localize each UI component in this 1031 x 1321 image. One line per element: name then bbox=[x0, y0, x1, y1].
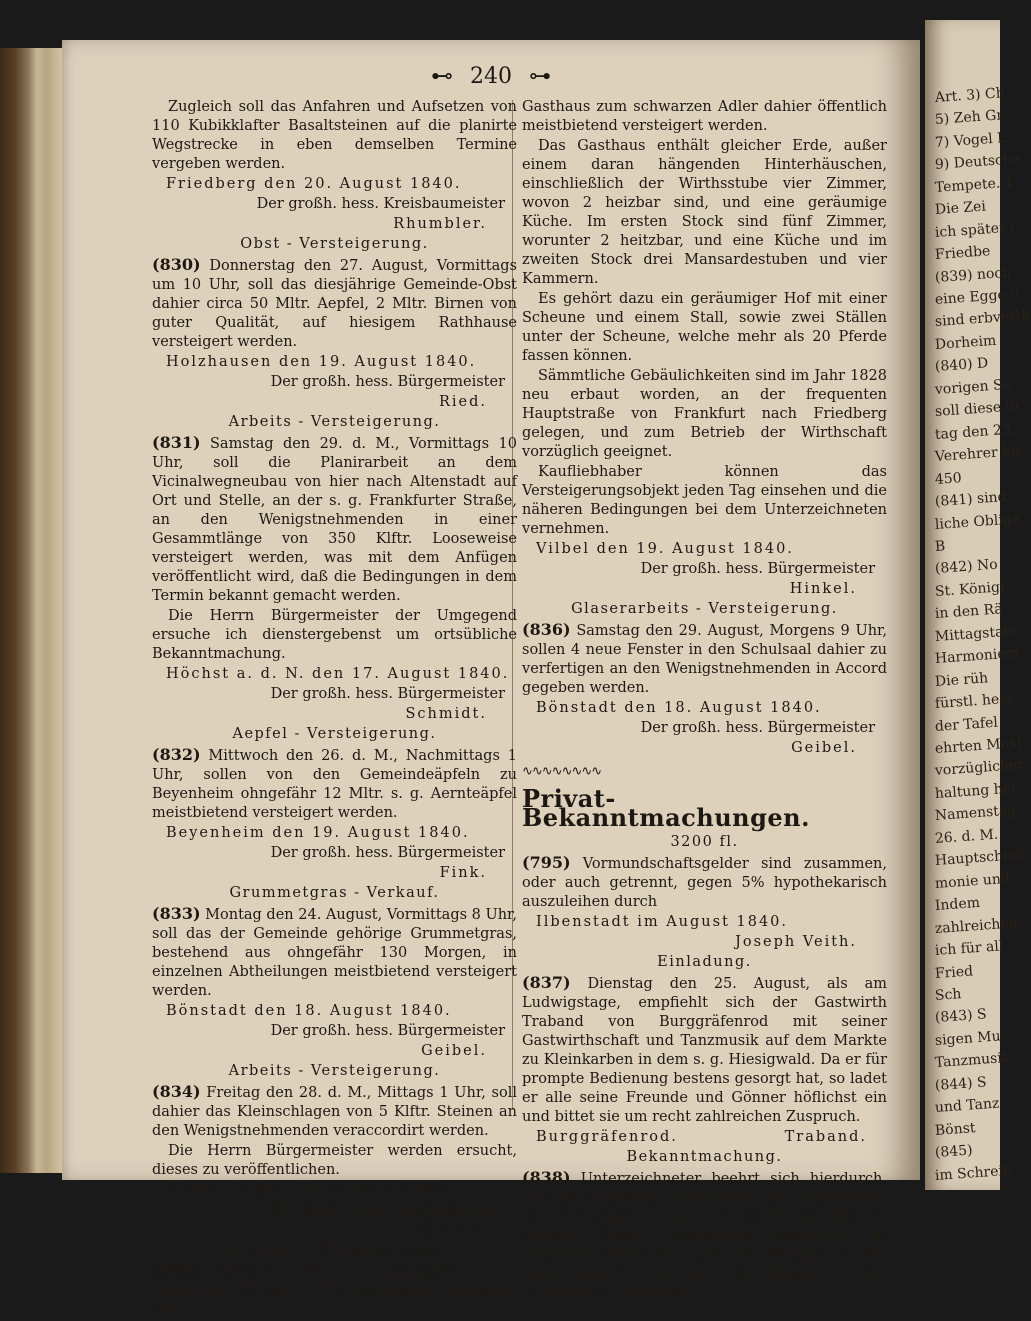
notice-amount: 3200 fl. bbox=[670, 834, 739, 850]
notice-number: (795) bbox=[522, 853, 571, 872]
next-page-text-fragment: Harmoniem bbox=[934, 645, 1020, 668]
notice-830 bbox=[152, 255, 517, 352]
notice-838 bbox=[522, 1168, 887, 1303]
notice-text: Samstag den 29. d. M., Vormittags 10 Uhr, soll die Planirarbeit an dem Vicinalwegneubau von hier nach Altenstadt auf Ort und Stelle, an der s. g. Frankfurter Straße, an den Wenigstnehmenden in einer Gesammtlänge von 350 Klftr. Looseweise versteigert werden, was mit dem Anfügen veröffentlicht wird, daß die Bedingungen in dem Termin bekannt gemacht werden. bbox=[152, 436, 517, 604]
notice-signatory-name: Ried. bbox=[438, 394, 487, 410]
next-page-text-fragment: Verehrer hie bbox=[934, 442, 1025, 466]
notice-signatory-title: Der großh. hess. Kreisbaumeister bbox=[256, 196, 505, 212]
notice-signatory-name: Traband. bbox=[784, 1129, 867, 1145]
next-page-text-fragment: haltung her bbox=[934, 780, 1019, 802]
next-page-edge bbox=[925, 20, 1031, 1190]
notice-832 bbox=[152, 745, 517, 823]
notice-text: Dienstag den 15. September l. J., Vormittags 10 Uhr, soll auf hiesigem Rathhaus das bbox=[152, 1264, 517, 1318]
notice-place-date: Vilbel den 19. August 1840. bbox=[536, 541, 794, 557]
notice-signatory-name: Hinkel. bbox=[789, 581, 857, 597]
next-page-text-fragment: Die rüh bbox=[934, 669, 989, 690]
notice-number: (830) bbox=[152, 255, 201, 274]
notice-signatory-name: Rhumbler. bbox=[393, 216, 487, 232]
notice-831 bbox=[152, 433, 517, 606]
notice-number: (835) bbox=[152, 1261, 201, 1280]
next-page-text-fragment: B bbox=[934, 538, 946, 555]
next-page-text-fragment: Friedbe bbox=[934, 243, 991, 264]
notice-835 bbox=[152, 1261, 517, 1320]
next-page-text-fragment: 26. d. M. bbox=[934, 826, 999, 847]
notice-number: (833) bbox=[152, 904, 201, 923]
next-page-text-fragment: (841) sind bbox=[934, 489, 1008, 511]
next-page-text-fragment: sigen Mu bbox=[934, 1028, 1002, 1049]
notice-footer bbox=[522, 1128, 887, 1147]
notice-signatory-name: Joseph Veith. bbox=[735, 934, 857, 950]
next-page-text-fragment: ehrten Musi bbox=[934, 735, 1022, 757]
next-page-text-fragment: St. Königl. bbox=[934, 578, 1010, 600]
notice-place-date: Ilbenstadt im August 1840. bbox=[536, 914, 789, 930]
notice-place-date: Bönstadt den 18. August 1840. bbox=[536, 700, 822, 716]
next-page-text-fragment: tag den 23. bbox=[934, 421, 1016, 443]
notice-heading: Einladung. bbox=[657, 954, 752, 970]
notice-heading: Arbeits - Versteigerung. bbox=[228, 414, 441, 430]
next-page-text-fragment: und Tanz bbox=[934, 1095, 1000, 1117]
next-page-text-fragment: 7) Vogel L bbox=[934, 129, 1007, 151]
notice-place-date: Bönstadt den 18. August 1840. bbox=[166, 1003, 452, 1019]
next-page-text-fragment: vorigen So bbox=[934, 376, 1012, 398]
next-page-text-fragment: (844) S bbox=[934, 1074, 988, 1094]
section-title: Privat-Bekanntmachungen. bbox=[522, 784, 810, 832]
next-page-text-fragment: soll diese in bbox=[934, 398, 1020, 421]
next-page-text-fragment: Namenstag bbox=[934, 802, 1017, 825]
next-page-text-fragment: 5) Zeh Gr bbox=[934, 107, 1004, 129]
next-page-text-fragment: Indem bbox=[934, 895, 981, 915]
page-header bbox=[62, 64, 920, 89]
notice-text: Die Herrn Bürgermeister der Umgegend ersuche ich dienstergebenst um ortsübliche Bekanntmachung. bbox=[152, 608, 517, 662]
notice-number: (832) bbox=[152, 745, 201, 764]
notice-text: Kaufliebhaber können das Versteigerungsobjekt jeden Tag einsehen und die näheren Bedingungen bei dem Unterzeichneten vernehmen. bbox=[522, 464, 887, 537]
next-page-text-fragment: Fried bbox=[934, 962, 974, 982]
notice-text: Mittwoch den 26. d. M., Nachmittags 1 Uhr, sollen von den Gemeindeäpfeln zu Beyenheim ohngefähr 12 Mltr. s. g. Aernteäpfel meistbietend versteigert werden. bbox=[152, 748, 517, 821]
notice-signatory-title: Der großh. hess. Bürgermeister bbox=[270, 374, 505, 390]
notice-number: (831) bbox=[152, 433, 201, 452]
notice-signatory-title: Der großh. hess. Bürgermeister bbox=[270, 686, 505, 702]
next-page-text-fragment: eine Egge n bbox=[934, 286, 1020, 309]
book-page bbox=[62, 40, 920, 1318]
next-page-text-fragment: Die Zei bbox=[934, 198, 987, 219]
notice-833 bbox=[152, 904, 517, 1001]
book-edge bbox=[0, 48, 62, 1173]
notice-number: (834) bbox=[152, 1082, 201, 1101]
notice-text: Freitag den 28. d. M., Mittags 1 Uhr, soll dahier das Kleinschlagen von 5 Klftr. Steinen an den Wenigstnehmenden veraccordirt werden. bbox=[152, 1085, 517, 1139]
notice-834 bbox=[152, 1082, 517, 1141]
next-page-text-fragment: fürstl. hess. bbox=[934, 690, 1019, 713]
page-number-ornament-left: ⊷ bbox=[431, 64, 453, 89]
notice-heading: Obst - Versteigerung. bbox=[240, 236, 429, 252]
notice-place: Burggräfenrod. bbox=[536, 1129, 678, 1145]
next-page-text-fragment: zahlreichen bbox=[934, 914, 1019, 937]
next-page-text-fragment: liche Obliga bbox=[934, 510, 1021, 533]
next-page-text-fragment: monie und bbox=[934, 870, 1011, 892]
notice-text: Die Herrn Bürgermeister werden ersucht, dieses zu veröffentlichen. bbox=[152, 1143, 517, 1178]
page-number: 240 bbox=[470, 64, 512, 89]
next-page-text-fragment: Sch bbox=[934, 986, 962, 1004]
notice-heading: Arbeits - Versteigerung. bbox=[228, 1063, 441, 1079]
next-page-text-fragment: Dorheim bbox=[934, 332, 997, 353]
notice-signatory-title: Der großh. hess. Bürgermeister bbox=[640, 720, 875, 736]
next-page-text-fragment: 450 bbox=[934, 469, 963, 488]
next-page-text-fragment: vorzüglicher bbox=[934, 757, 1025, 780]
notice-number: (837) bbox=[522, 973, 571, 992]
notice-signatory-title: Der großh. hess. Bürgermeister bbox=[270, 1202, 505, 1218]
notice-text: Sämmtliche Gebäulichkeiten sind im Jahr 1828 neu erbaut worden, an der frequenten Hauptstraße von Frankfurt nach Friedberg gelegen, und zum Betrieb der Wirthschaft vorzüglich geeignet. bbox=[522, 368, 887, 460]
next-page-text-fragment: Mittagstafe bbox=[934, 623, 1018, 645]
notice-text: Montag den 24. August, Vormittags 8 Uhr, soll das der Gemeinde gehörige Grummetgras, bestehend aus ohngefähr 130 Morgen, in einzelnen Abtheilungen meistbietend versteigert werden. bbox=[152, 907, 517, 999]
notice-836 bbox=[522, 620, 887, 698]
next-page-text-fragment: (839) noch bbox=[934, 264, 1012, 286]
next-page-text-fragment: (843) S bbox=[934, 1006, 988, 1027]
notice-text: Dienstag den 25. August, als am Ludwigstage, empfiehlt sich der Gastwirth Traband von Burggräfenrod mit seiner Gastwirthschaft und Tanzmusik auf dem Markte zu Kleinkarben in dem s. g. Hiesigwald. Da er für prompte Bedienung bestens gesorgt hat, so ladet er alle seine Freunde und Gönner höflichst ein und bittet sie um recht zahlreichen Zuspruch. bbox=[522, 976, 887, 1125]
notice-signatory-name: Schmidt. bbox=[405, 706, 487, 722]
notice-place-date: Friedberg den 20. August 1840. bbox=[166, 176, 462, 192]
notice-place-date: Holzhausen den 19. August 1840. bbox=[166, 354, 477, 370]
notice-signatory-name: Geibel. bbox=[791, 740, 857, 756]
notice-heading: Glaserarbeits - Versteigerung. bbox=[571, 601, 838, 617]
notice-text: Unterzeichneter beehrt sich hierdurch, vorläufig ergebenst anzuzeigen, daß er gesonnen ist in hiesiger Stadt Unterricht im Tanzen, Fechten, Reiten, Schwimmen, Turnen ꝛc. zu ertheilen. Folgende Tänze verpflichtet er sich seine Schüler zu lehren: 1) Der Einzug in Paris. 2) Walzer auf zweierlei bbox=[522, 1171, 887, 1301]
notice-text: Es gehört dazu ein geräumiger Hof mit einer Scheune und einem Stall, sowie zwei Ställen unter der Scheune, welche mehr als 20 Pferde fassen können. bbox=[522, 291, 887, 364]
notice-number: (836) bbox=[522, 620, 571, 639]
next-page-text-fragment: 9) Deutsche bbox=[934, 151, 1021, 174]
page-number-ornament-right: ⊶ bbox=[529, 64, 551, 89]
next-page-text-fragment: (845) bbox=[934, 1142, 974, 1162]
notice-text: Vormundschaftsgelder sind zusammen, oder auch getrennt, gegen 5% hypothekarisch auszuleihen durch bbox=[522, 856, 888, 910]
notice-signatory-name: Geibel. bbox=[421, 1043, 487, 1059]
left-column bbox=[152, 98, 517, 1321]
notice-837 bbox=[522, 973, 887, 1127]
notice-heading: Aepfel - Versteigerung. bbox=[232, 726, 437, 742]
notice-text: Das Gasthaus enthält gleicher Erde, außer einem daran hängenden Hinterhäuschen, einschließlich der Wirthsstube vier Zimmer, wovon 2 heizbar sind, und eine geräumige Küche. Im ersten Stock sind fünf Zimmer, worunter 2 heitzbar, und eine Küche und im zweiten Stock drei Mansardestuben und vier Kammern. bbox=[522, 138, 887, 287]
next-page-text-fragment: Tempete. 1 bbox=[934, 174, 1015, 196]
next-page-text-fragment: Art. 3) Ch bbox=[934, 85, 1006, 106]
notice-795 bbox=[522, 853, 887, 912]
notice-signatory-title: Der großh. hess. Bürgermeister bbox=[270, 845, 505, 861]
next-page-text-fragment: ich für all bbox=[934, 938, 1004, 960]
notice-number: (838) bbox=[522, 1168, 571, 1187]
notice-text: Donnerstag den 27. August, Vormittags um 10 Uhr, soll das diesjährige Gemeinde-Obst dahier circa 50 Mltr. Aepfel, 2 Mltr. Birnen von guter Qualität, auf hiesigem Rathhause versteigert werden. bbox=[152, 258, 517, 350]
notice-place-date: Höchst a. d. N. den 17. August 1840. bbox=[166, 666, 510, 682]
next-page-text-fragment: der Tafel bbox=[934, 714, 999, 735]
notice-text: Gasthaus zum schwarzen Adler dahier öffentlich meistbietend versteigert werden. bbox=[522, 99, 887, 134]
notice-place-date: Bönstadt den 18. August 1840. bbox=[166, 1182, 452, 1198]
notice-signatory-name: Geibel. bbox=[421, 1222, 487, 1238]
next-page-text-fragment: im Schreib bbox=[934, 1162, 1013, 1184]
next-page-text-fragment: Tanzmusik bbox=[934, 1050, 1011, 1072]
notice-heading: Bekanntmachung. bbox=[626, 1149, 783, 1165]
section-divider-ornament: ∿∿∿∿∿∿∿∿ bbox=[522, 764, 602, 779]
notice-signatory-title: Der großh. hess. Bürgermeister bbox=[640, 561, 875, 577]
next-page-text-fragment: Bönst bbox=[934, 1119, 977, 1139]
notice-heading: Grummetgras - Verkauf. bbox=[229, 885, 440, 901]
next-page-text-fragment: (842) No bbox=[934, 557, 999, 578]
next-page-text-fragment: (840) D bbox=[934, 355, 989, 376]
notice-heading: Gasthaus - Versteigerung. bbox=[220, 1242, 449, 1258]
notice-text: Zugleich soll das Anfahren und Aufsetzen von 110 Kubikklafter Basaltsteinen auf die planirte Wegstrecke in eben demselben Termine vergeben werden. bbox=[152, 99, 517, 172]
next-page-text-fragment: in den Rä bbox=[934, 601, 1004, 623]
notice-signatory-name: Fink. bbox=[439, 865, 487, 881]
next-page-text-fragment: Hauptschieß bbox=[934, 846, 1026, 870]
next-page-text-fragment: sind erbverth bbox=[934, 307, 1031, 331]
right-column bbox=[522, 98, 887, 1304]
notice-text: Samstag den 29. August, Morgens 9 Uhr, sollen 4 neue Fenster in den Schulsaal dahier zu verfertigen an den Wenigstnehmenden in Accord gegeben werden. bbox=[522, 623, 887, 696]
notice-place-date: Beyenheim den 19. August 1840. bbox=[166, 825, 470, 841]
notice-signatory-title: Der großh. hess. Bürgermeister bbox=[270, 1023, 505, 1039]
next-page-text-fragment: ich später i bbox=[934, 219, 1016, 241]
